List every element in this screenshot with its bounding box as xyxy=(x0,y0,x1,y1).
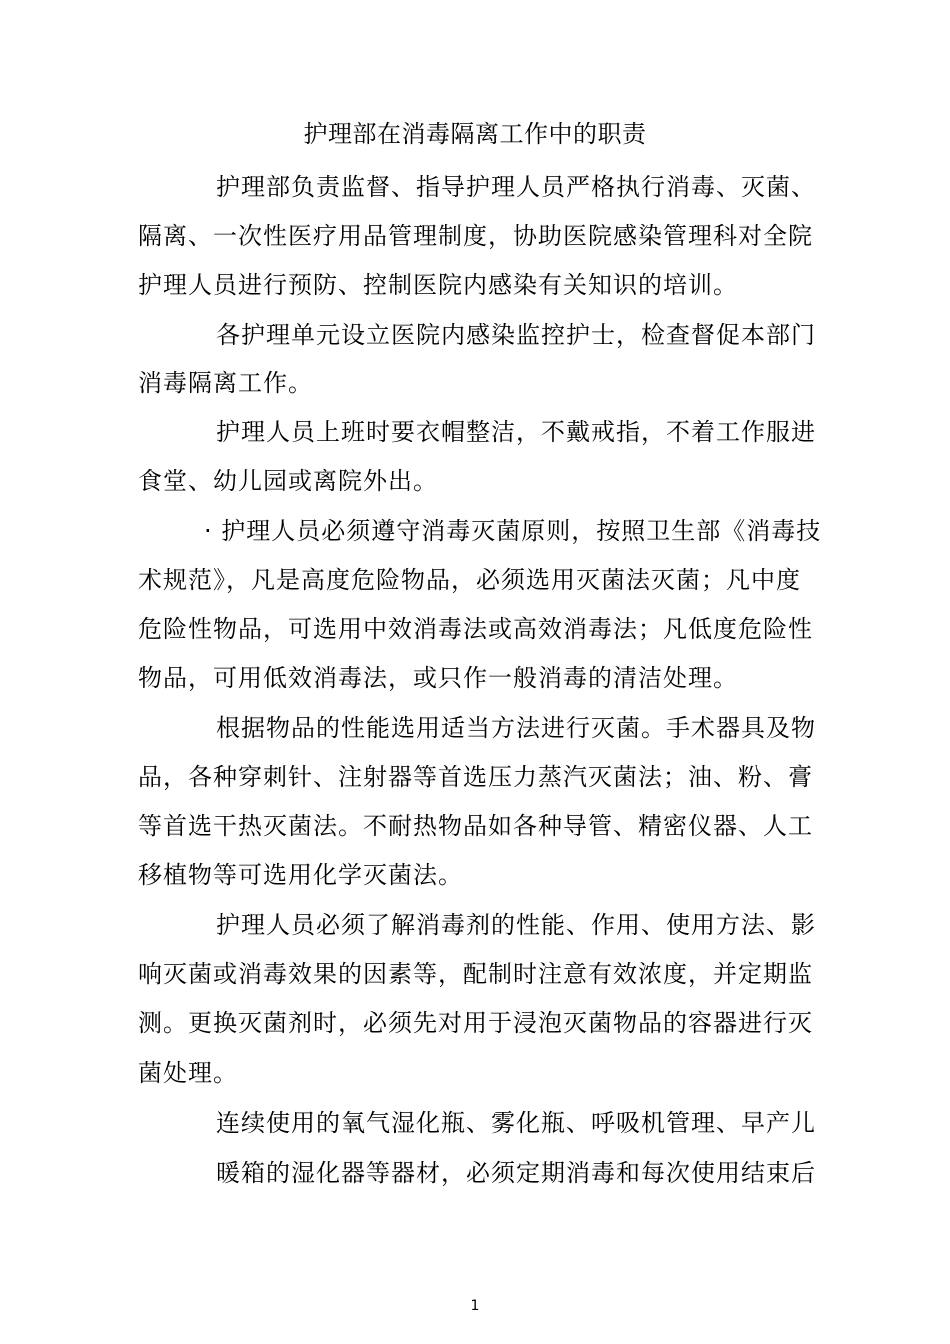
body-line: 护理人员进行预防、控制医院内感染有关知识的培训。 xyxy=(138,271,738,299)
body-line: 测。更换灭菌剂时，必须先对用于浸泡灭菌物品的容器进行灭 xyxy=(138,1009,813,1037)
body-line: 各护理单元设立医院内感染监控护士，检查督促本部门 xyxy=(216,321,816,349)
body-line: · 护理人员必须遵守消毒灭菌原则，按照卫生部《消毒技 xyxy=(204,517,822,545)
body-line: 消毒隔离工作。 xyxy=(138,369,313,397)
body-line: 物品，可用低效消毒法，或只作一般消毒的清洁处理。 xyxy=(138,664,738,692)
body-line: 连续使用的氧气湿化瓶、雾化瓶、呼吸机管理、早产儿 xyxy=(216,1109,816,1137)
body-line: 护理部负责监督、指导护理人员严格执行消毒、灭菌、 xyxy=(216,173,816,201)
body-line: 菌处理。 xyxy=(138,1059,238,1087)
body-line: 响灭菌或消毒效果的因素等，配制时注意有效浓度，并定期监 xyxy=(138,960,813,988)
body-line: 品，各种穿刺针、注射器等首选压力蒸汽灭菌法；油、粉、膏 xyxy=(138,763,813,791)
body-line: 危险性物品，可选用中效消毒法或高效消毒法；凡低度危险性 xyxy=(138,615,813,643)
body-line: 护理人员上班时要衣帽整洁，不戴戒指，不着工作服进 xyxy=(216,418,816,446)
body-line: 隔离、一次性医疗用品管理制度，协助医院感染管理科对全院 xyxy=(138,222,813,250)
body-line: 移植物等可选用化学灭菌法。 xyxy=(138,861,463,889)
page-number: 1 xyxy=(470,1298,480,1314)
body-line: 暖箱的湿化器等器材，必须定期消毒和每次使用结束后 xyxy=(216,1159,816,1187)
body-line: 食堂、幼儿园或离院外出。 xyxy=(138,467,438,495)
document-title: 护理部在消毒隔离工作中的职责 xyxy=(303,120,647,148)
body-line: 护理人员必须了解消毒剂的性能、作用、使用方法、影 xyxy=(216,911,816,939)
body-line: 等首选干热灭菌法。不耐热物品如各种导管、精密仪器、人工 xyxy=(138,812,813,840)
body-line: 根据物品的性能选用适当方法进行灭菌。手术器具及物 xyxy=(216,714,816,742)
body-line: 术规范》，凡是高度危险物品，必须选用灭菌法灭菌；凡中度 xyxy=(138,566,801,594)
